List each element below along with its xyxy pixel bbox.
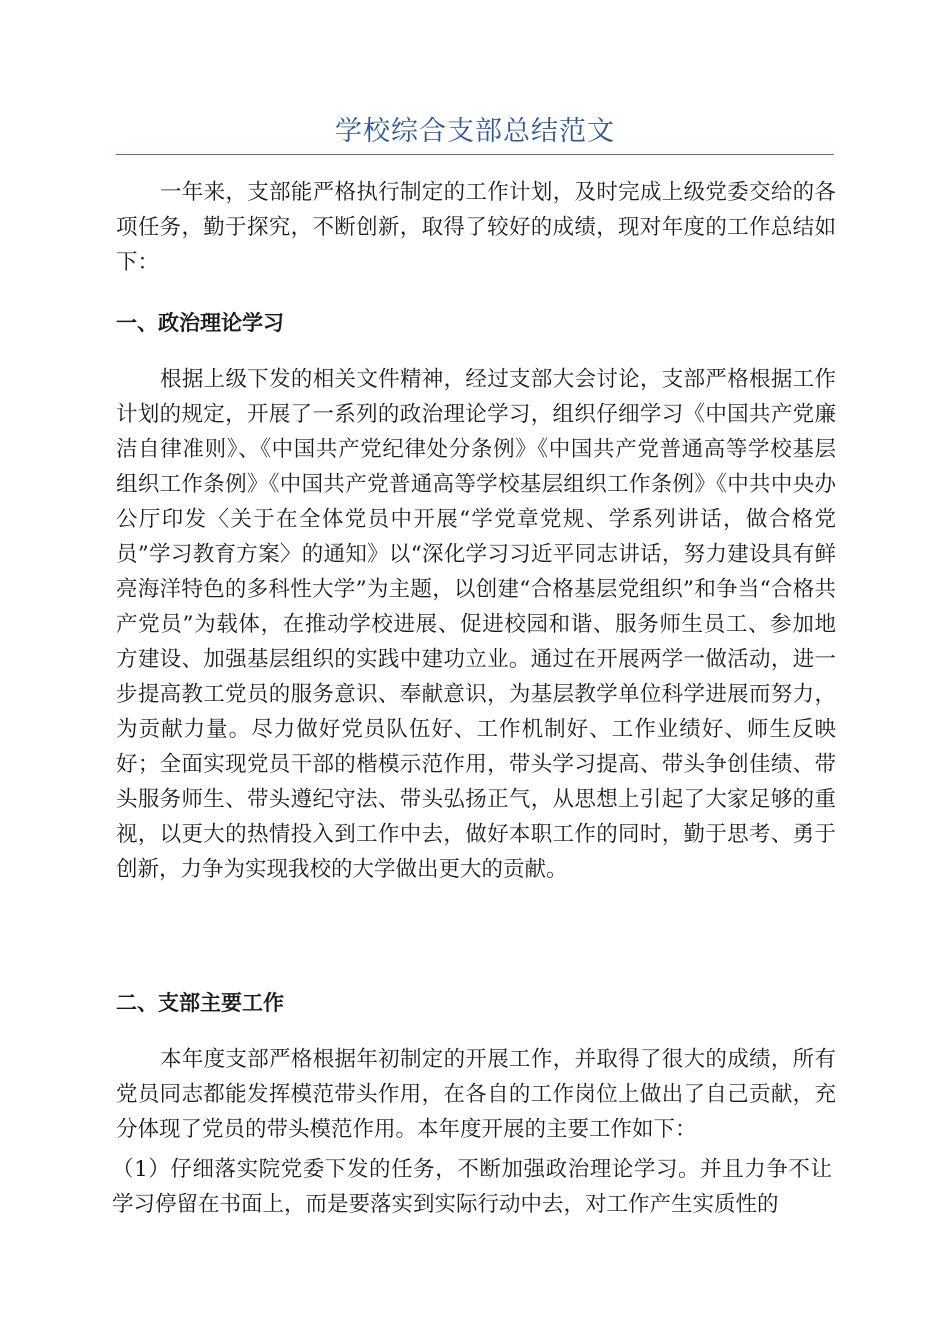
section-heading-political-study: 一、政治理论学习	[116, 311, 284, 335]
section-heading-main-work: 二、支部主要工作	[116, 991, 284, 1015]
intro-paragraph: 一年来，支部能严格执行制定的工作计划，及时完成上级党委交给的各项任务，勤于探究，不断创新，取得了较好的成绩，现对年度的工作总结如下：	[116, 180, 836, 275]
title-underline	[116, 154, 834, 155]
list-item-1: （1）仔细落实院党委下发的任务，不断加强政治理论学习。并且力争不让学习停留在书面上，而是要落实到实际行动中去，对工作产生实质性的	[112, 1157, 832, 1217]
section-body-political-study: 根据上级下发的相关文件精神，经过支部大会讨论，支部严格根据工作计划的规定，开展了一系列的政治理论学习，组织仔细学习《中国共产党廉洁自律准则》、《中国共产党纪律处分条例》《中国共产党普通高等学校基层组织工作条例》《中国共产党普通高等学校基层组织工作条例》《中共中央办公厅印发〈关于在全体党员中开展“学党章党规、学系列讲话，做合格党员”学习教育方案〉的通知》以“深化学习习近平同志讲话，努力建设具有鲜亮海洋特色的多科性大学”为主题，以创建“合格基层党组织”和争当“合格共产党员”为载体，在推动学校进展、促进校园和谐、服务师生员工、参加地方建设、加强基层组织的实践中建功立业。通过在开展两学一做活动，进一步提高教工党员的服务意识、奉献意识，为基层教学单位科学进展而努力，为贡献力量。尽力做好党员队伍好、工作机制好、工作业绩好、师生反映好；全面实现党员干部的楷模示范作用，带头学习提高、带头争创佳绩、带头服务师生、带头遵纪守法、带头弘扬正气，从思想上引起了大家足够的重视，以更大的热情投入到工作中去，做好本职工作的同时，勤于思考、勇于创新，力争为实现我校的大学做出更大的贡献。	[116, 367, 836, 882]
document-title: 学校综合支部总结范文	[335, 116, 615, 147]
section-body-main-work: 本年度支部严格根据年初制定的开展工作，并取得了很大的成绩，所有党员同志都能发挥模范带头作用，在各自的工作岗位上做出了自己贡献，充分体现了党员的带头模范作用。本年度开展的主要工作如下：	[116, 1047, 836, 1142]
